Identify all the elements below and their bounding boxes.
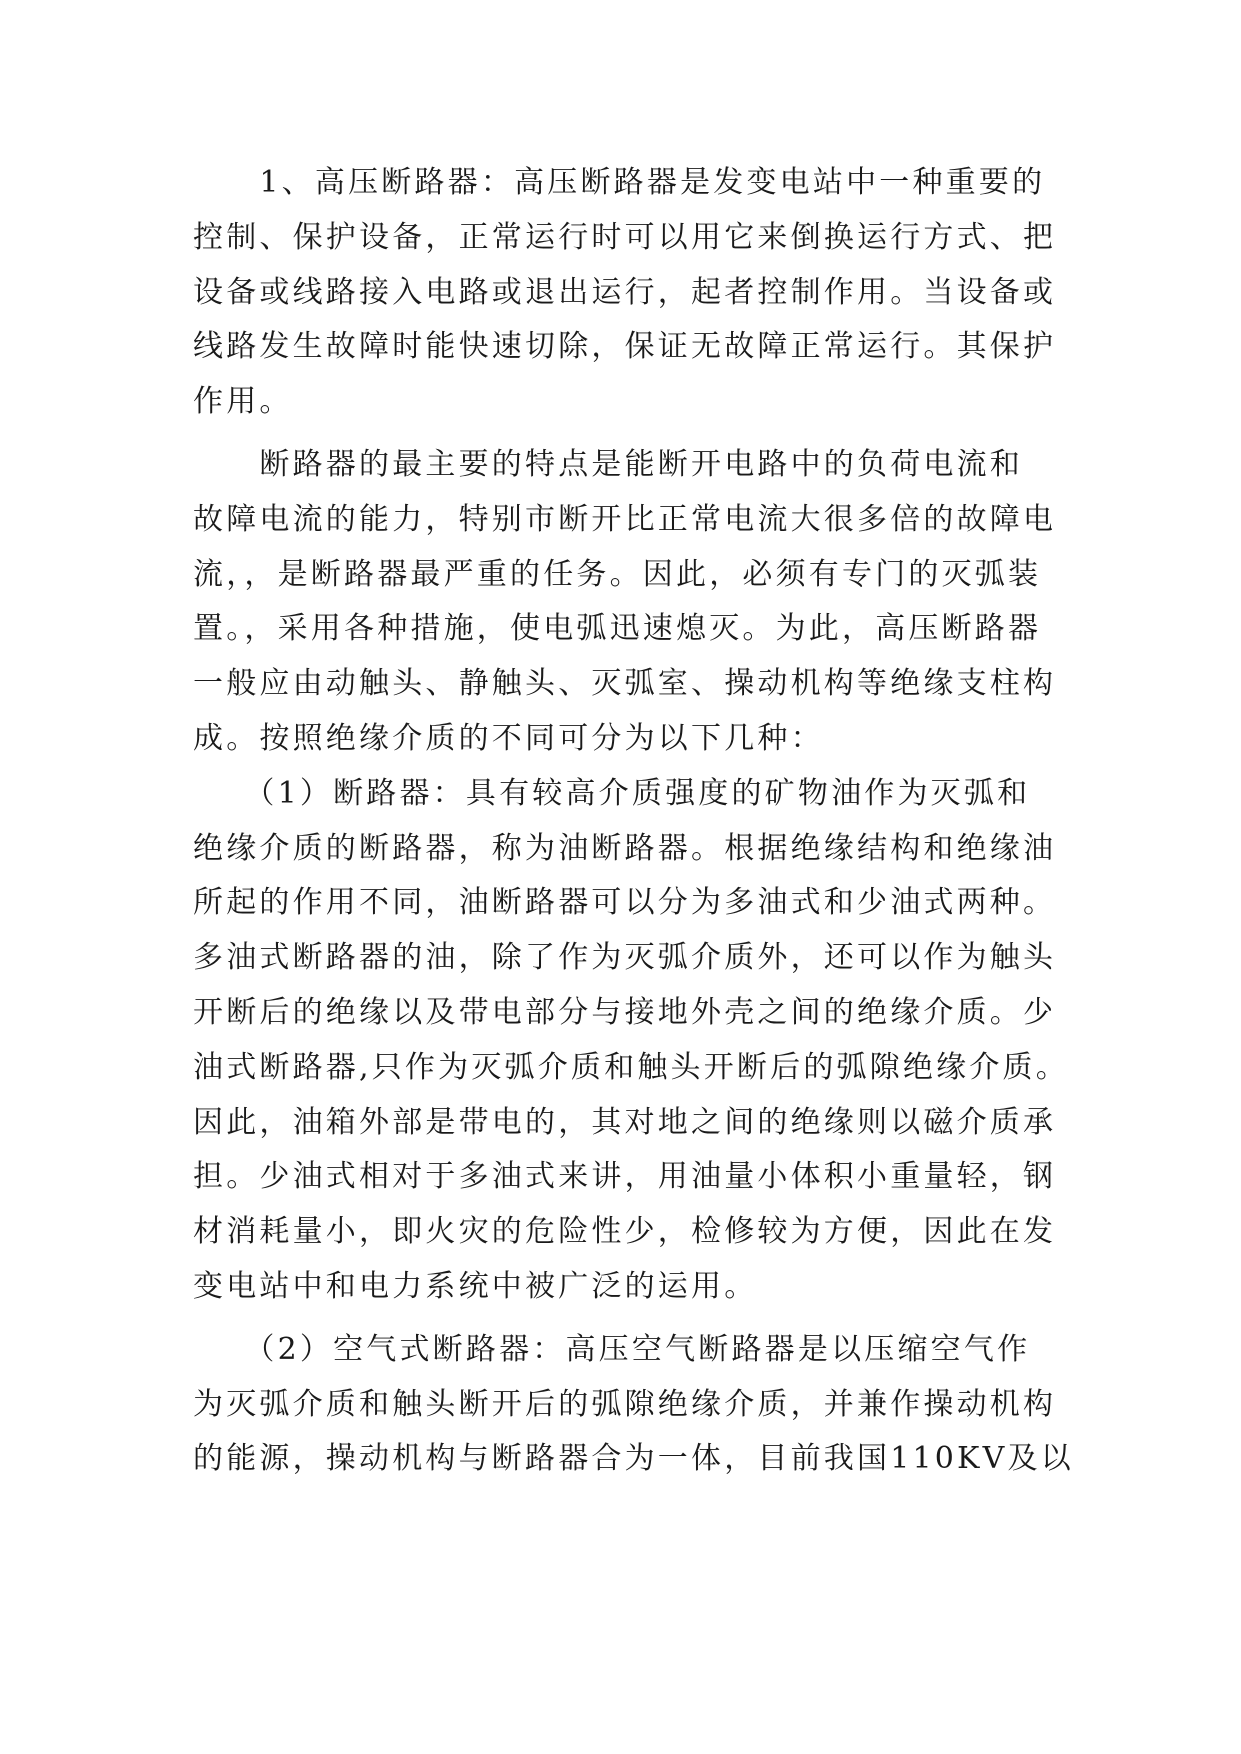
text-line: 成。按照绝缘介质的不同可分为以下几种： — [193, 720, 824, 756]
paragraph-spacer — [193, 430, 1063, 438]
text-line: 一般应由动触头、静触头、灭弧室、操动机构等绝缘支柱构 — [193, 666, 1057, 702]
text-line: （1）断路器：具有较高介质强度的矿物油作为灭弧和 — [193, 775, 1031, 811]
text-line: 设备或线路接入电路或退出运行，起者控制作用。当设备或 — [193, 274, 1057, 310]
text-line: 多油式断路器的油，除了作为灭弧介质外，还可以作为触头 — [193, 940, 1057, 976]
text-line: 置。，采用各种措施，使电弧迅速熄灭。为此，高压断路器 — [193, 611, 1042, 647]
text-line: 断路器的最主要的特点是能断开电路中的负荷电流和 — [193, 446, 1023, 482]
text-line: 担。少油式相对于多油式来讲，用油量小体积小重量轻，钢 — [193, 1159, 1057, 1195]
text-line: 线路发生故障时能快速切除，保证无故障正常运行。其保护 — [193, 329, 1057, 365]
text-line: 油式断路器,只作为灭弧介质和触头开断后的弧隙绝缘介质。 — [193, 1049, 1069, 1085]
text-line: 绝缘介质的断路器，称为油断路器。根据绝缘结构和绝缘油 — [193, 830, 1057, 866]
text-line: 因此，油箱外部是带电的，其对地之间的绝缘则以磁介质承 — [193, 1104, 1057, 1140]
paragraph-spacer — [193, 1315, 1063, 1323]
text-line: 的能源，操动机构与断路器合为一体，目前我国110KV及以 — [193, 1441, 1074, 1477]
text-line: 1、高压断路器：高压断路器是发变电站中一种重要的 — [193, 165, 1046, 200]
text-line: 流，，是断路器最严重的任务。因此，必须有专门的灭弧装 — [193, 556, 1042, 592]
text-line: 开断后的绝缘以及带电部分与接地外壳之间的绝缘介质。少 — [193, 994, 1057, 1030]
text-line: 故障电流的能力，特别市断开比正常电流大很多倍的故障电 — [193, 501, 1057, 537]
text-line: 材消耗量小，即火灾的危险性少，检修较为方便，因此在发 — [193, 1214, 1057, 1250]
text-line: 所起的作用不同，油断路器可以分为多油式和少油式两种。 — [193, 885, 1057, 921]
text-line: 变电站中和电力系统中被广泛的运用。 — [193, 1268, 758, 1304]
text-line: （2）空气式断路器：高压空气断路器是以压缩空气作 — [193, 1331, 1031, 1367]
text-line: 为灭弧介质和触头断开后的弧隙绝缘介质，并兼作操动机构 — [193, 1386, 1057, 1422]
document-body — [193, 156, 1074, 1487]
text-line: 控制、保护设备，正常运行时可以用它来倒换运行方式、把 — [193, 219, 1057, 255]
text-line: 作用。 — [193, 384, 293, 420]
